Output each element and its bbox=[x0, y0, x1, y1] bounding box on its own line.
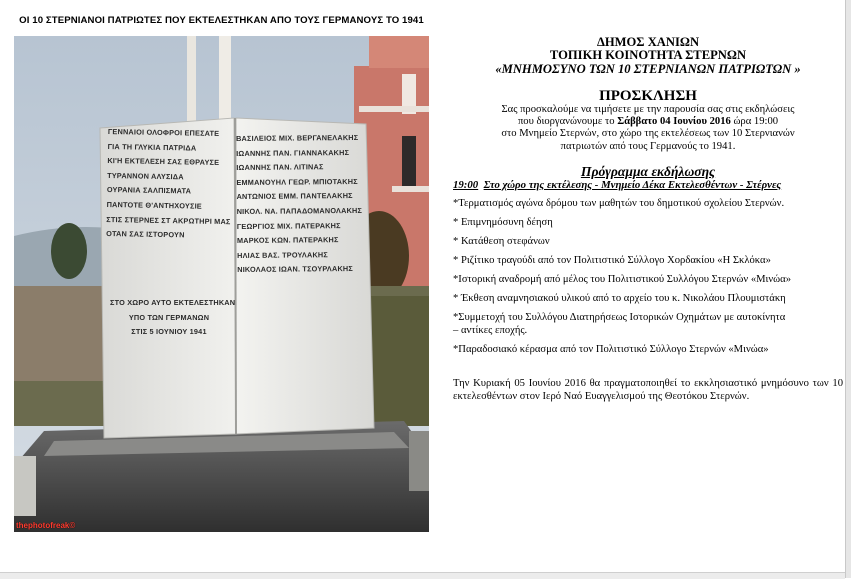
plaque-dedication bbox=[110, 296, 236, 340]
plaque-poem bbox=[106, 125, 232, 244]
invitation-line bbox=[453, 116, 843, 128]
plaque-name: ΕΜΜΑΝΟΥΗΛ ΓΕΩΡ. ΜΠΙΟΤΑΚΗΣ bbox=[236, 176, 358, 187]
program-item: *Τερματισμός αγώνα δρόμου των μαθητών του δημοτικού σχολείου Στερνών. bbox=[453, 198, 785, 210]
event-time: ώρα 19:00 bbox=[730, 116, 779, 128]
program-item: *Παραδοσιακό κέρασμα από τον Πολιτιστικό Σύλλογο Στερνών «Μινώα» bbox=[453, 343, 769, 355]
plaque-line: ΣΤΙΣ 5 ΙΟΥΝΙΟΥ 1941 bbox=[131, 327, 207, 337]
plaque-line: ΓΙΑ ΤΗ ΓΛΥΚΙΑ ΠΑΤΡΙΔΑ bbox=[107, 141, 197, 153]
plaque-name: ΙΩΑΝΝΗΣ ΠΑΝ. ΓΙΑΝΝΑΚΑΚΗΣ bbox=[236, 147, 350, 158]
program-heading: Πρόγραμμα εκδήλωσης bbox=[580, 163, 716, 179]
memorial-title: «ΜΝΗΜΟΣΥΝΟ ΤΩΝ 10 ΣΤΕΡΝΙΑΝΩΝ ΠΑΤΡΙΩΤΩΝ » bbox=[495, 62, 801, 76]
program-item: *Ιστορική αναδρομή από μέλος του Πολιτιστικού Συλλόγου Στερνών «Μινώα» bbox=[453, 274, 792, 286]
invitation-line: στο Μνημείο Στερνών, στο χώρο της εκτελέσεως των 10 Στερνιανών bbox=[501, 128, 795, 140]
window-edge bbox=[845, 0, 851, 578]
plaque-names bbox=[236, 131, 363, 278]
plaque-name: ΜΑΡΚΟΣ ΚΩΝ. ΠΑΤΕΡΑΚΗΣ bbox=[236, 235, 339, 246]
plaque-line: ΣΤΙΣ ΣΤΕΡΝΕΣ ΣΤ ΑΚΡΩΤΗΡΙ ΜΑΣ bbox=[106, 214, 231, 226]
invitation-line-text: που διοργανώνουμε το bbox=[517, 116, 618, 128]
invitation-heading: ΠΡΟΣΚΛΗΣΗ bbox=[599, 88, 697, 104]
plaque-line: ΟΤΑΝ ΣΑΣ ΙΣΤΟΡΟΥΝ bbox=[106, 229, 185, 240]
plaque-line: ΤΥΡΑΝΝΟΝ ΑΛΥΣΙΔΑ bbox=[107, 170, 184, 182]
plaque-line: ΟΥΡΑΝΙΑ ΣΑΛΠΙΣΜΑΤΑ bbox=[106, 185, 192, 196]
program-item: *Συμμετοχή του Συλλόγου Διατηρήσεως Ιστορικών Οχημάτων με αυτοκίνητα bbox=[453, 312, 786, 324]
municipality-title: ΔΗΜΟΣ ΧΑΝΙΩΝ bbox=[596, 35, 700, 49]
invitation-line: Σας προσκαλούμε να τιμήσετε με την παρουσία σας στις εκδηλώσεις bbox=[501, 104, 795, 115]
invitation-document bbox=[453, 36, 843, 403]
photo-watermark: thephotofreak© bbox=[16, 521, 76, 530]
plaque-line: ΚΙ'Η ΕΚΤΕΛΕΣΗ ΣΑΣ ΕΘΡΑΥΣΕ bbox=[107, 156, 220, 168]
plaque-name: ΗΛΙΑΣ ΒΑΣ. ΤΡΟΥΛΑΚΗΣ bbox=[237, 249, 328, 260]
plaque-line: ΠΑΝΤΟΤΕ Θ'ΑΝΤΗΧΟΥΣΙΕ bbox=[106, 199, 203, 211]
closing-paragraph: Την Κυριακή 05 Ιουνίου 2016 θα πραγματοποιηθεί το εκκλησιαστικό μνημόσυνο των 10 εκτελεσθέντων στον Ιερό Ναό Ευαγγελισμού της Θεοτόκου Στερνών. bbox=[453, 378, 843, 402]
plaque-name: ΒΑΣΙΛΕΙΟΣ ΜΙΧ. ΒΕΡΓΑΝΕΛΑΚΗΣ bbox=[236, 132, 359, 143]
memorial-photo bbox=[14, 36, 429, 532]
program-item: * Κατάθεση στεφάνων bbox=[453, 236, 550, 248]
program-time: 19:00 bbox=[453, 178, 479, 191]
plaque-name: ΙΩΑΝΝΗΣ ΠΑΝ. ΛΙΤΙΝΑΣ bbox=[236, 162, 324, 173]
program-list bbox=[453, 198, 843, 356]
plaque-name: ΑΝΤΩΝΙΟΣ ΕΜΜ. ΠΑΝΤΕΛΑΚΗΣ bbox=[236, 191, 353, 202]
program-item: * Έκθεση αναμνησιακού υλικού από το αρχείο του κ. Νικολάου Πλουμιστάκη bbox=[453, 293, 786, 305]
plaque-line: ΣΤΟ ΧΩΡΟ ΑΥΤΟ ΕΚΤΕΛΕΣΤΗΚΑΝ bbox=[110, 298, 236, 307]
program-item: * Ριζίτικο τραγούδι από τον Πολιτιστικό Σύλλογο Χορδακίου «Η Σκλόκα» bbox=[453, 255, 771, 267]
plaque-line: ΓΕΝΝΑΙΟΙ ΟΛΟΦΡΟΙ ΕΠΕΣΑΤΕ bbox=[107, 126, 220, 138]
memorial-photo-illustration bbox=[14, 36, 429, 532]
plaque-name: ΝΙΚΟΛ. ΝΑ. ΠΑΠΑΔΟΜΑΝΟΛΑΚΗΣ bbox=[236, 205, 363, 216]
invitation-line: πατριωτών από τους Γερμανούς το 1941. bbox=[560, 140, 736, 152]
program-item-continued: – αντίκες εποχής. bbox=[453, 324, 528, 336]
program-location bbox=[453, 179, 843, 192]
invitation-text bbox=[453, 104, 843, 153]
program-item: * Επιμνημόσυνη δέηση bbox=[453, 217, 553, 229]
plaque-line: ΥΠΟ ΤΩΝ ΓΕΡΜΑΝΩΝ bbox=[128, 312, 210, 322]
program-place: Στο χώρο της εκτέλεσης - Μνημείο Δέκα Εκτελεσθέντων - Στέρνες bbox=[483, 178, 782, 191]
plaque-name: ΝΙΚΟΛΑΟΣ ΙΩΑΝ. ΤΣΟΥΡΛΑΚΗΣ bbox=[237, 264, 354, 275]
community-title: ΤΟΠΙΚΗ ΚΟΙΝΟΤΗΤΑ ΣΤΕΡΝΩΝ bbox=[549, 48, 747, 62]
photo-caption: ΟΙ 10 ΣΤΕΡΝΙΑΝΟΙ ΠΑΤΡΙΩΤΕΣ ΠΟΥ ΕΚΤΕΛΕΣΤΗΚΑΝ ΑΠΟ ΤΟΥΣ ΓΕΡΜΑΝΟΥΣ ΤΟ 1941 bbox=[19, 15, 424, 26]
event-date: Σάββατο 04 Ιουνίου 2016 bbox=[617, 116, 731, 128]
plaque-name: ΓΕΩΡΓΙΟΣ ΜΙΧ. ΠΑΤΕΡΑΚΗΣ bbox=[236, 220, 341, 231]
